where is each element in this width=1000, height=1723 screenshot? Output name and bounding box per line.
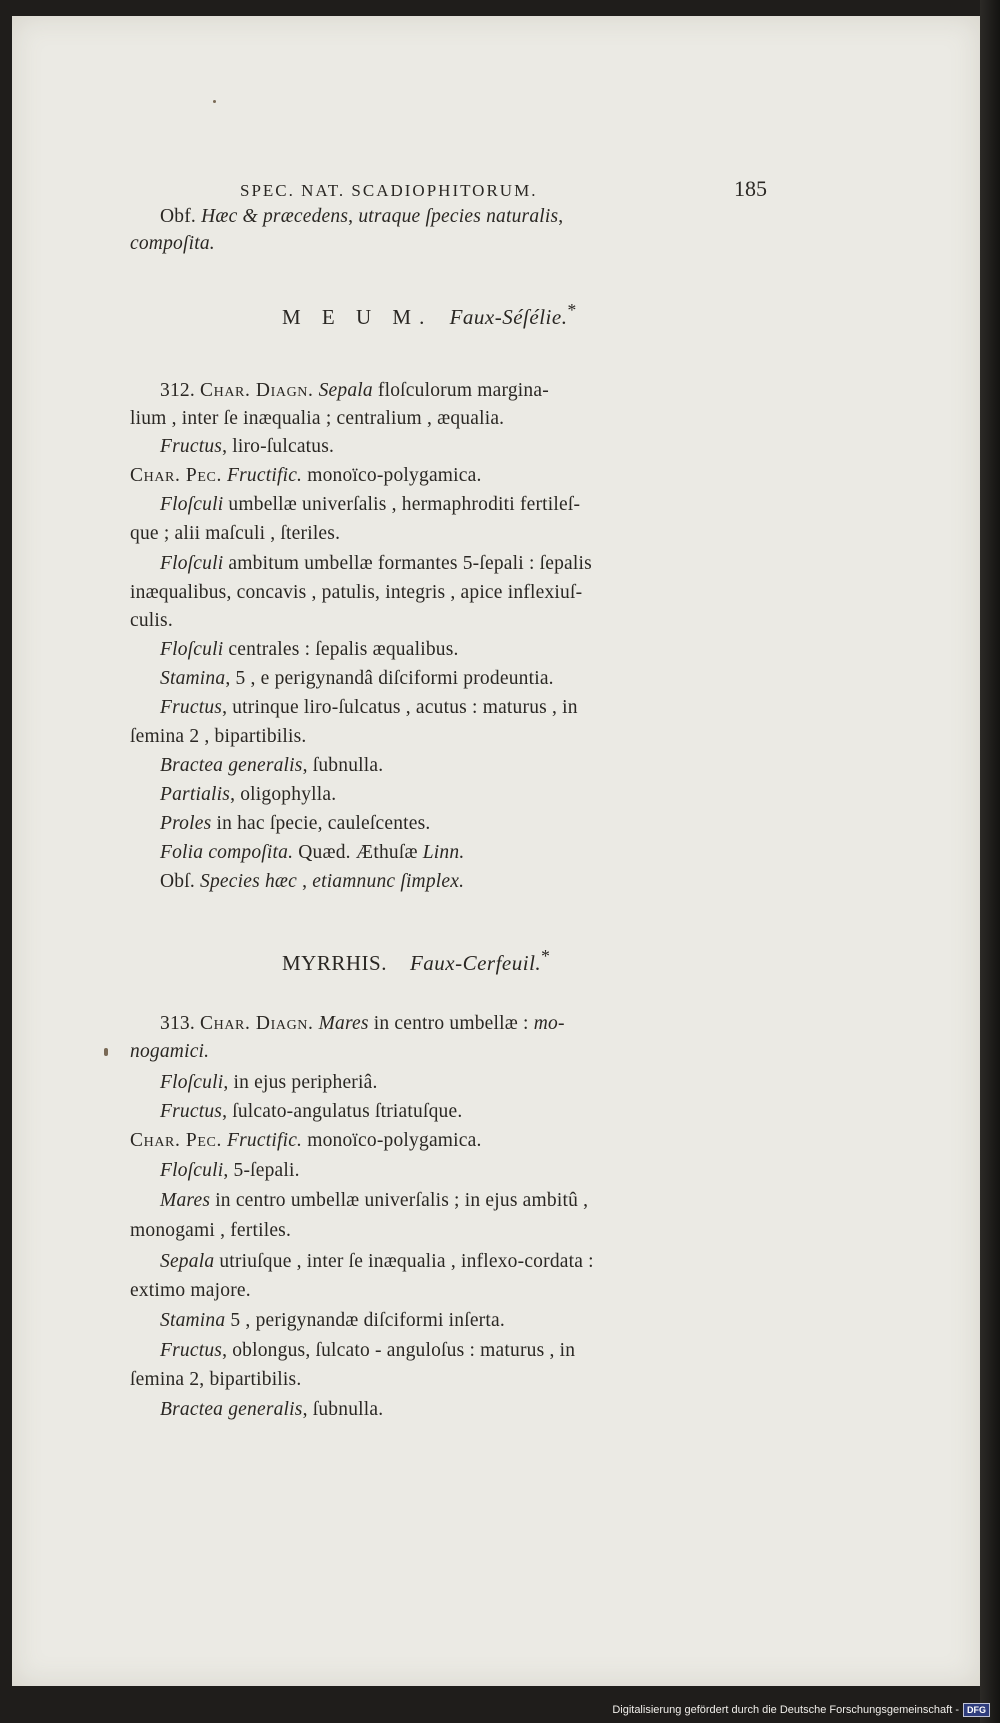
term-italic: Stamina [160, 1310, 226, 1331]
digitization-footer [612, 1703, 990, 1717]
line-text: , oligophylla. [230, 784, 337, 805]
line-text: floſculorum margina- [377, 380, 549, 401]
term-italic: Mares [318, 1013, 369, 1034]
entry-313-line [160, 1011, 830, 1037]
term-italic: Sepala [318, 380, 373, 401]
entry-312-line [160, 666, 830, 692]
genus-name: M E U M. [282, 305, 433, 329]
french-name: Faux-Séſélie. [449, 305, 568, 329]
term-italic: mo- [533, 1013, 565, 1034]
footer-text: Digitalisierung gefördert durch die Deutsche Forschungsgemeinschaft - [612, 1704, 959, 1716]
term-italic: Fructus [160, 697, 223, 718]
line-text: , ſubnulla. [302, 1399, 384, 1420]
term-italic: Fructus [160, 436, 223, 457]
entry-312-line [160, 840, 830, 866]
term-italic: Floſculi [160, 553, 224, 574]
line-text: , oblongus, ſulcato - anguloſus : maturus , in [222, 1340, 576, 1361]
line-text: umbellæ univerſalis , hermaphroditi fertileſ- [228, 494, 581, 515]
entry-312-line: lium , inter ſe inæqualia ; centralium , æqualia. [130, 408, 505, 429]
term-italic: Bractea generalis [160, 755, 303, 776]
line-text: utriuſque , inter ſe inæqualia , inflexo-cordata : [219, 1251, 594, 1272]
term-italic: Proles [160, 813, 212, 834]
ink-speck [104, 1048, 108, 1056]
char-diagn-label: Char. Diagn. [200, 1013, 314, 1034]
line-text: in centro umbellæ univerſalis ; in ejus ambitû , [215, 1190, 589, 1211]
entry-312-line [130, 463, 800, 489]
line-text: monoïco-polygamica. [307, 465, 482, 486]
obs-line-1 [160, 204, 830, 230]
entry-312-line: culis. [130, 610, 173, 631]
entry-312-line [160, 869, 830, 895]
entry-312-line: que ; alii maſculi , ſteriles. [130, 523, 341, 544]
asterisk: * [541, 946, 551, 966]
entry-312-line [160, 551, 830, 577]
entry-313-line [160, 1070, 830, 1096]
french-name: Faux-Cerfeuil. [409, 951, 542, 975]
entry-number: 313. [160, 1013, 195, 1034]
obs-comma: , [558, 206, 564, 227]
term-italic: etiamnunc ſimplex. [312, 871, 465, 892]
genus-name: MYRRHIS. [282, 951, 387, 975]
running-head: SPEC. NAT. SCADIOPHITORUM. [240, 181, 538, 200]
term-italic: Floſculi [160, 1160, 224, 1181]
entry-313-line: extimo majore. [130, 1280, 251, 1301]
term-italic: Fructus [160, 1101, 223, 1122]
obs-comma: , [348, 206, 354, 227]
book-page [12, 16, 980, 1686]
term-italic: Mares [160, 1190, 211, 1211]
obs-label: Obſ. [160, 871, 195, 892]
entry-313-line [160, 1338, 830, 1364]
obs-label: Obf. [160, 206, 197, 227]
entry-312-line: ſemina 2 , bipartibilis. [130, 726, 307, 747]
page-number: 185 [734, 176, 767, 201]
char-diagn-label: Char. Diagn. [200, 380, 314, 401]
line-text: , ſulcato-angulatus ſtriatuſque. [222, 1101, 463, 1122]
line-text: in hac ſpecie, cauleſcentes. [216, 813, 431, 834]
dfg-logo: DFG [963, 1703, 990, 1717]
genus-title-myrrhis [282, 946, 550, 976]
term-italic: Stamina [160, 668, 226, 689]
line-text: ambitum umbellæ formantes 5-ſepali : ſepalis [228, 553, 592, 574]
term-italic: Fructus [160, 1340, 223, 1361]
entry-313-line [160, 1099, 830, 1125]
entry-313-line [160, 1158, 830, 1184]
line-text: Quæd. Æthuſæ [298, 842, 418, 863]
char-pec-label: Char. Pec. [130, 465, 222, 486]
genus-title-meum [282, 300, 577, 330]
obs-italic: utraque ſpecies naturalis [358, 206, 559, 227]
entry-313-line [160, 1397, 830, 1423]
entry-number: 312. [160, 380, 195, 401]
line-text: , 5 , e perigynandâ diſciformi prodeuntia. [225, 668, 554, 689]
entry-312-line [160, 637, 830, 663]
line-text: , in ejus peripheriâ. [223, 1072, 378, 1093]
entry-313-line: ſemina 2, bipartibilis. [130, 1369, 302, 1390]
entry-312-line [160, 378, 830, 404]
entry-313-line: monogami , fertiles. [130, 1220, 292, 1241]
term-italic: Bractea generalis [160, 1399, 303, 1420]
obs-italic: Hæc & præcedens [201, 206, 349, 227]
entry-312-line [160, 434, 830, 460]
line-text: , ſubnulla. [302, 755, 384, 776]
char-pec-label: Char. Pec. [130, 1130, 222, 1151]
entry-312-line [160, 695, 830, 721]
book-spine-edge [980, 0, 1000, 1723]
entry-312-line [160, 811, 830, 837]
entry-313-line [130, 1128, 800, 1154]
term-italic: Species hæc [200, 871, 297, 892]
term-italic: Fructific. [227, 465, 303, 486]
line-text: in centro umbellæ : [373, 1013, 529, 1034]
term-italic: Fructific. [227, 1130, 303, 1151]
term-italic: Partialis [160, 784, 231, 805]
line-text: 5 , perigynandæ diſciformi inſerta. [230, 1310, 505, 1331]
line-text: , liro-ſulcatus. [222, 436, 335, 457]
entry-313-line [160, 1249, 830, 1275]
ink-speck [213, 100, 216, 103]
entry-312-line: inæqualibus, concavis , patulis, integris , apice inflexiuſ- [130, 582, 583, 603]
line-text: , [302, 871, 308, 892]
entry-313-line [160, 1188, 830, 1214]
line-text: monoïco-polygamica. [307, 1130, 482, 1151]
line-text: centrales : ſepalis æqualibus. [228, 639, 459, 660]
line-text: , utrinque liro-ſulcatus , acutus : maturus , in [222, 697, 578, 718]
entry-312-line [160, 492, 830, 518]
asterisk: * [567, 300, 577, 320]
entry-313-line: nogamici. [130, 1041, 210, 1062]
term-italic: Floſculi [160, 639, 224, 660]
term-italic: Sepala [160, 1251, 215, 1272]
entry-312-line [160, 782, 830, 808]
obs-line-2: compoſita. [130, 233, 215, 254]
term-italic: Linn. [422, 842, 465, 863]
term-italic: Floſculi [160, 1072, 224, 1093]
entry-313-line [160, 1308, 830, 1334]
entry-312-line [160, 753, 830, 779]
line-text: , 5-ſepali. [223, 1160, 300, 1181]
term-italic: Folia compoſita. [160, 842, 294, 863]
term-italic: Floſculi [160, 494, 224, 515]
